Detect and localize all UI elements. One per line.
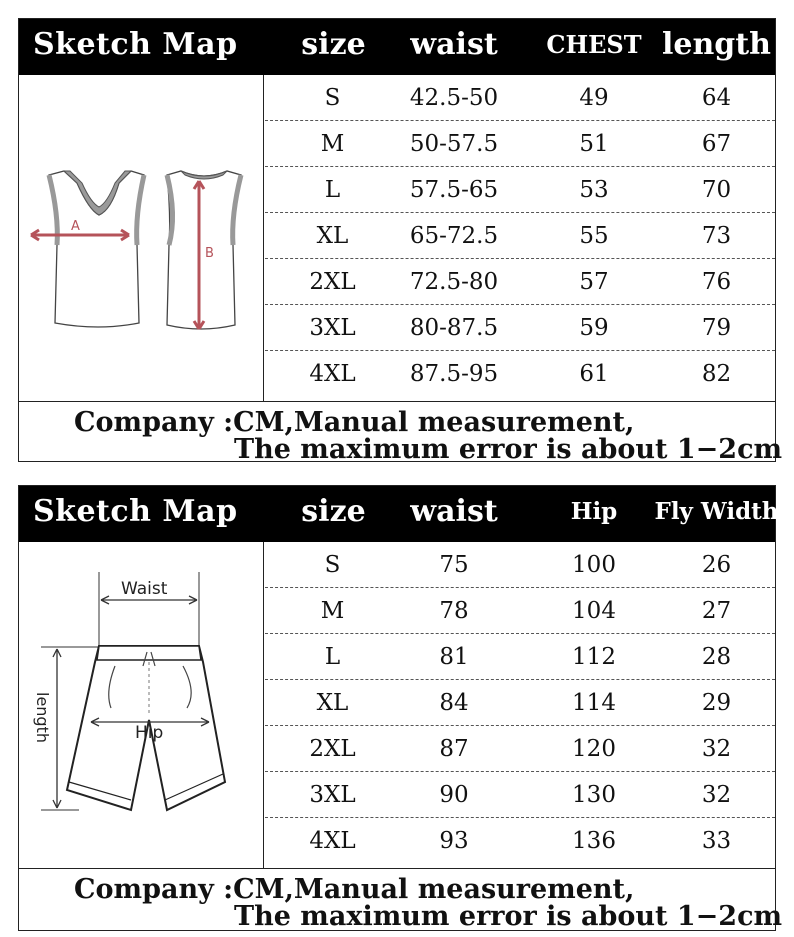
measure-3-cell: 100 (572, 552, 616, 578)
measure-4-cell: 79 (701, 315, 732, 341)
waist-measure-label: Waist (121, 579, 168, 599)
waist-column-header: waist (410, 27, 498, 62)
measure-4-cell: 76 (701, 269, 732, 295)
size-cell: S (324, 85, 341, 111)
jersey-size-chart (18, 18, 783, 465)
measurement-note (19, 868, 783, 932)
measure-4-cell: 32 (701, 782, 732, 808)
sketch-map-heading: Sketch Map (33, 494, 238, 529)
size-cell: 4XL (309, 361, 356, 387)
measure-3-cell: 51 (579, 131, 609, 157)
table-header (19, 19, 775, 75)
length-column-header: length (662, 27, 771, 62)
chest-column-header: CHEST (546, 30, 642, 59)
waist-cell: 87.5-95 (409, 361, 499, 387)
size-cell: XL (316, 223, 349, 249)
table-row (265, 75, 775, 121)
waist-cell: 90 (439, 782, 469, 808)
chest-measure-label: A (71, 219, 80, 234)
table-row (265, 634, 775, 680)
measure-3-cell: 59 (579, 315, 609, 341)
measure-3-cell: 53 (579, 177, 609, 203)
table-row (265, 680, 775, 726)
size-cell: XL (316, 690, 349, 716)
size-cell: 3XL (309, 782, 356, 808)
measure-3-cell: 120 (572, 736, 616, 762)
waist-cell: 81 (439, 644, 469, 670)
note-line-2: The maximum error is about 1−2cm (234, 434, 783, 465)
table-row (265, 726, 775, 772)
measure-4-cell: 82 (701, 361, 732, 387)
waist-cell: 78 (439, 598, 469, 624)
size-cell: M (320, 598, 345, 624)
size-cell: 3XL (309, 315, 356, 341)
measure-3-cell: 114 (572, 690, 616, 716)
table-row (265, 818, 775, 864)
note-line-2: The maximum error is about 1−2cm (234, 901, 783, 932)
table-row (265, 305, 775, 351)
size-cell: 4XL (309, 828, 356, 854)
size-column-header: size (301, 494, 366, 529)
hip-measure-label: Hip (135, 723, 164, 743)
waist-cell: 80-87.5 (409, 315, 499, 341)
measure-3-cell: 61 (579, 361, 609, 387)
table-row (265, 259, 775, 305)
waist-column-header: waist (410, 494, 498, 529)
measure-3-cell: 112 (572, 644, 616, 670)
table-row (265, 351, 775, 397)
measure-3-cell: 136 (572, 828, 616, 854)
waist-cell: 87 (439, 736, 469, 762)
jersey-front (49, 171, 144, 327)
measurement-note (19, 401, 783, 465)
measure-4-cell: 73 (701, 223, 732, 249)
table-row (265, 542, 775, 588)
length-measure-label: B (205, 246, 214, 261)
shorts-size-chart (18, 485, 783, 932)
waist-cell: 65-72.5 (409, 223, 499, 249)
measure-3-cell: 104 (572, 598, 616, 624)
waist-cell: 93 (439, 828, 469, 854)
measure-3-cell: 130 (572, 782, 616, 808)
measure-4-cell: 28 (701, 644, 732, 670)
measure-4-cell: 27 (701, 598, 732, 624)
measure-4-cell: 26 (701, 552, 732, 578)
shorts-diagram (19, 542, 263, 868)
measure-4-cell: 70 (701, 177, 732, 203)
waist-cell: 50-57.5 (409, 131, 499, 157)
waist-cell: 84 (439, 690, 469, 716)
shorts-waistband (97, 646, 201, 660)
length-measure-label: length (33, 692, 52, 743)
measure-3-cell: 55 (579, 223, 609, 249)
measure-4-cell: 64 (701, 85, 732, 111)
note-line-1: Company :CM,Manual measurement, (74, 407, 635, 438)
measure-4-cell: 32 (701, 736, 732, 762)
table-row (265, 167, 775, 213)
fly-width-column-header: Fly Width (654, 498, 779, 525)
table-row (265, 121, 775, 167)
size-cell: L (324, 177, 341, 203)
waist-cell: 75 (439, 552, 469, 578)
jersey-sketch (19, 75, 264, 401)
size-cell: 2XL (309, 269, 356, 295)
table-header (19, 486, 779, 542)
measure-4-cell: 29 (701, 690, 732, 716)
size-column-header: size (301, 27, 366, 62)
table-row (265, 213, 775, 259)
measure-4-cell: 33 (701, 828, 732, 854)
shorts-sketch (19, 542, 264, 868)
jersey-back (167, 171, 241, 329)
size-cell: S (324, 552, 341, 578)
size-cell: 2XL (309, 736, 356, 762)
sketch-map-heading: Sketch Map (33, 27, 238, 62)
measure-3-cell: 57 (579, 269, 609, 295)
note-line-1: Company :CM,Manual measurement, (74, 874, 635, 905)
table-row (265, 588, 775, 634)
jersey-diagram (19, 75, 263, 401)
hip-column-header: Hip (570, 498, 618, 525)
waist-cell: 42.5-50 (409, 85, 499, 111)
size-cell: L (324, 644, 341, 670)
measure-4-cell: 67 (701, 131, 732, 157)
measure-3-cell: 49 (579, 85, 609, 111)
table-row (265, 772, 775, 818)
waist-cell: 72.5-80 (409, 269, 499, 295)
waist-cell: 57.5-65 (409, 177, 499, 203)
size-cell: M (320, 131, 345, 157)
